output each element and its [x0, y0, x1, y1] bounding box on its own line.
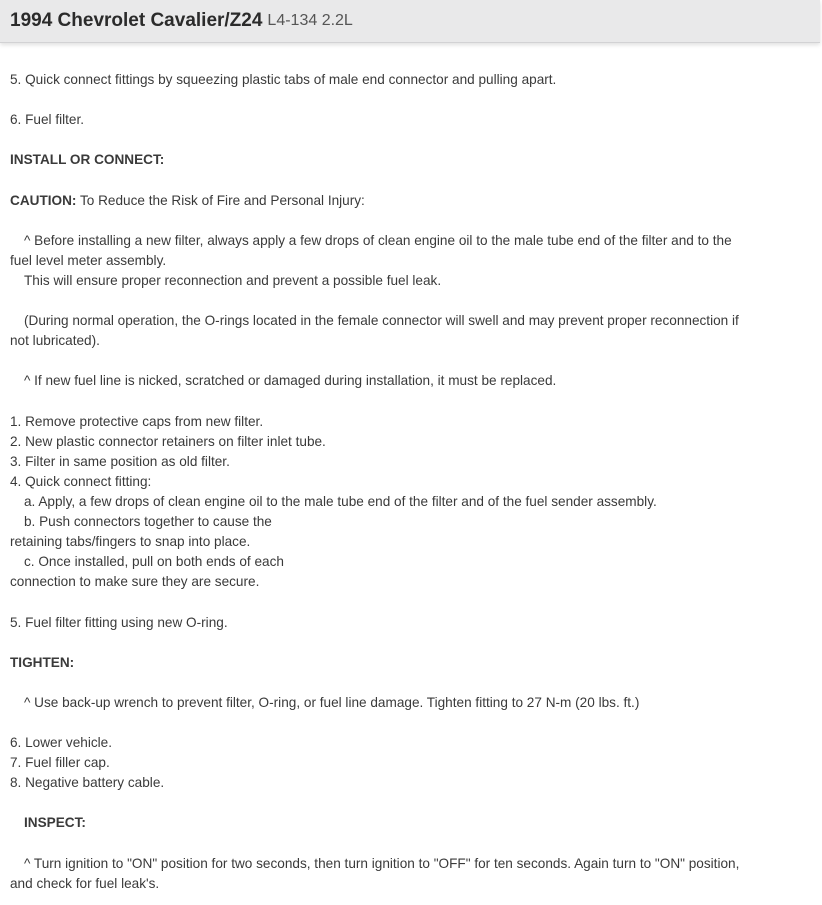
step-6-lower-vehicle: 6. Lower vehicle. — [10, 735, 113, 751]
step-5-disconnect: 5. Quick connect fittings by squeezing plastic tabs of male end connector and pulling apart. — [10, 72, 557, 87]
install-step-4b-1: b. Push connectors together to cause the — [24, 514, 272, 530]
step-7-filler-cap: 7. Fuel filler cap. — [10, 755, 110, 771]
step-6-fuel-filter: 6. Fuel filter. — [10, 112, 85, 128]
caution-line — [10, 191, 790, 211]
engine-label: L4-134 2.2L — [267, 12, 353, 29]
install-step-5: 5. Fuel filter fitting using new O-ring. — [10, 614, 228, 630]
install-step-3: 3. Filter in same position as old filter. — [10, 453, 230, 469]
step-8-battery-cable: 8. Negative battery cable. — [10, 775, 165, 791]
document-header — [0, 0, 820, 43]
caution-note-1c: This will ensure proper reconnection and prevent a possible fuel leak. — [24, 272, 442, 288]
install-step-1: 1. Remove protective caps from new filter. — [10, 413, 264, 429]
caution-note-1b: fuel level meter assembly. — [10, 252, 167, 268]
caution-note-3: ^ If new fuel line is nicked, scratched or damaged during installation, it must be replaced. — [24, 373, 557, 389]
install-step-4c-1: c. Once installed, pull on both ends of each — [24, 554, 284, 570]
tighten-note: ^ Use back-up wrench to prevent filter, O-ring, or fuel line damage. Tighten fitting to 27 N-m (20 lbs. ft.) — [24, 694, 640, 710]
inspect-heading: INSPECT: — [24, 815, 86, 831]
install-step-2: 2. New plastic connector retainers on filter inlet tube. — [10, 433, 326, 449]
caution-note-2b: not lubricated). — [10, 333, 100, 349]
inspect-note-b: and check for fuel leak's. — [10, 875, 160, 891]
caution-label: CAUTION: — [10, 192, 77, 208]
caution-note-2a: (During normal operation, the O-rings located in the female connector will swell and may prevent proper reconnection if — [24, 313, 739, 329]
install-step-4c-2: connection to make sure they are secure. — [10, 574, 260, 590]
procedure-content — [10, 70, 790, 894]
tighten-heading: TIGHTEN: — [10, 654, 75, 670]
vehicle-title: 1994 Chevrolet Cavalier/Z24 — [10, 10, 263, 31]
caution-note-1a: ^ Before installing a new filter, always apply a few drops of clean engine oil to the male tube end of the filter and to the — [24, 232, 732, 248]
install-step-4a: a. Apply, a few drops of clean engine oil to the male tube end of the filter and of the fuel sender assembly. — [24, 493, 657, 509]
inspect-note-a: ^ Turn ignition to "ON" position for two seconds, then turn ignition to "OFF" for ten seconds. Again turn to "ON" position, — [24, 855, 740, 871]
caution-text: To Reduce the Risk of Fire and Personal Injury: — [76, 192, 365, 208]
install-heading: INSTALL OR CONNECT: — [10, 152, 165, 168]
install-step-4: 4. Quick connect fitting: — [10, 473, 152, 489]
install-step-4b-2: retaining tabs/fingers to snap into place. — [10, 534, 251, 550]
